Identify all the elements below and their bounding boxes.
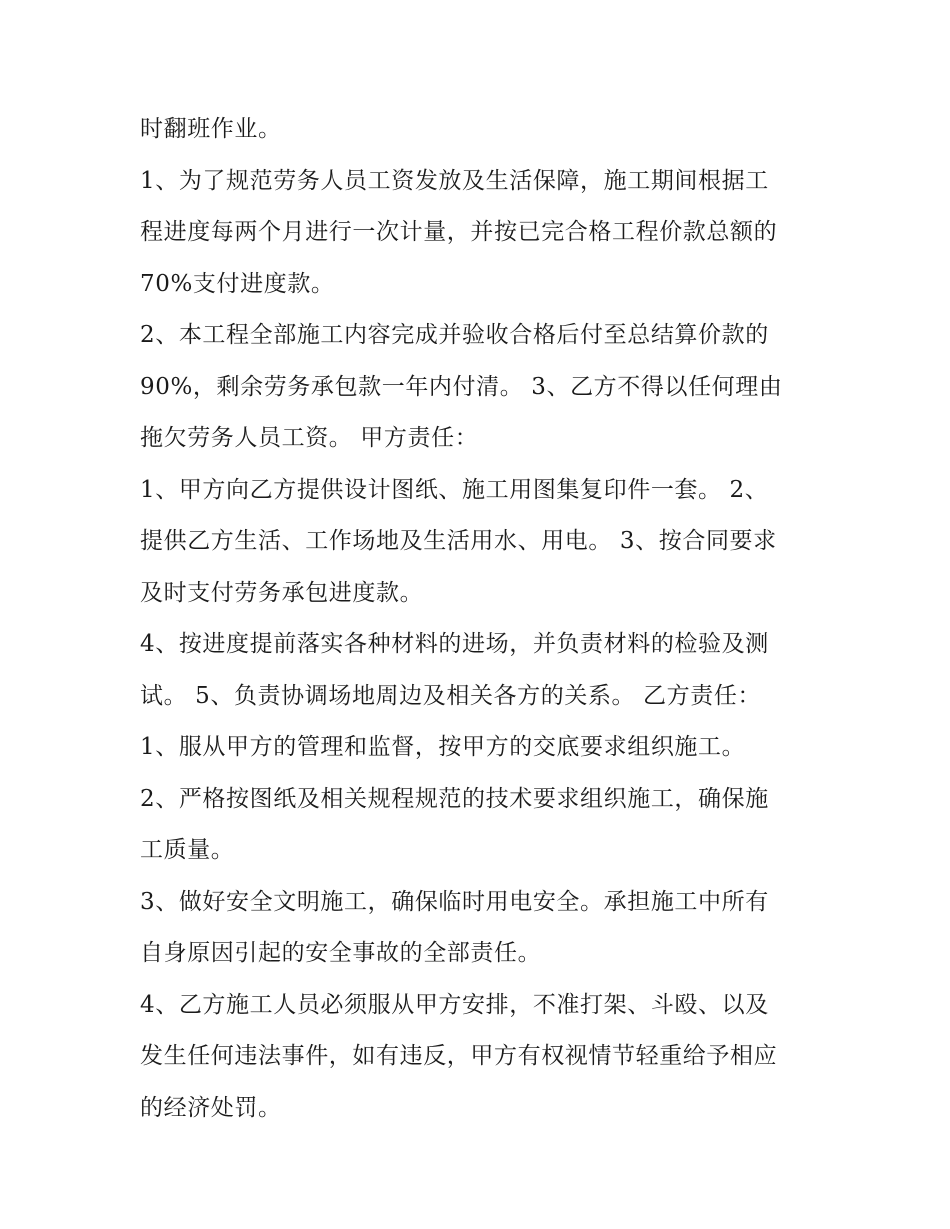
text-line: 90%，剩余劳务承包款一年内付清。 3、乙方不得以任何理由 bbox=[140, 373, 783, 400]
text-line: 程进度每两个月进行一次计量，并按已完合格工程价款总额的 bbox=[140, 219, 778, 245]
text-line: 3、做好安全文明施工，确保临时用电安全。承担施工中所有 bbox=[140, 888, 769, 915]
text-line: 1、为了规范劳务人员工资发放及生活保障，施工期间根据工 bbox=[140, 167, 769, 194]
text-line: 2、本工程全部施工内容完成并验收合格后付至总结算价款的 bbox=[140, 322, 769, 348]
text-line: 2、严格按图纸及相关规程规范的技术要求组织施工，确保施 bbox=[140, 785, 769, 812]
text-line: 自身原因引起的安全事故的全部责任。 bbox=[140, 940, 542, 966]
text-line: 4、按进度提前落实各种材料的进场，并负责材料的检验及测 bbox=[140, 631, 769, 657]
text-line: 70%支付进度款。 bbox=[140, 270, 335, 297]
text-line: 4、乙方施工人员必须服从甲方安排，不准打架、斗殴、以及 bbox=[140, 991, 769, 1018]
text-line: 发生任何违法事件，如有违反，甲方有权视情节轻重给予相应 bbox=[140, 1043, 778, 1069]
text-line: 1、甲方向乙方提供设计图纸、施工用图集复印件一套。 2、 bbox=[140, 476, 769, 503]
text-line: 时翻班作业。 bbox=[140, 116, 282, 142]
text-line: 的经济处罚。 bbox=[140, 1094, 282, 1121]
text-line: 拖欠劳务人员工资。 甲方责任： bbox=[140, 425, 479, 451]
text-line: 1、服从甲方的管理和监督，按甲方的交底要求组织施工。 bbox=[140, 734, 746, 760]
text-line: 及时支付劳务承包进度款。 bbox=[140, 579, 424, 606]
text-line: 试。 5、负责协调场地周边及相关各方的关系。 乙方责任： bbox=[140, 682, 762, 709]
text-line: 提供乙方生活、工作场地及生活用水、用电。 3、按合同要求 bbox=[140, 528, 777, 554]
text-line: 工质量。 bbox=[140, 837, 235, 863]
document-body bbox=[140, 104, 820, 1134]
